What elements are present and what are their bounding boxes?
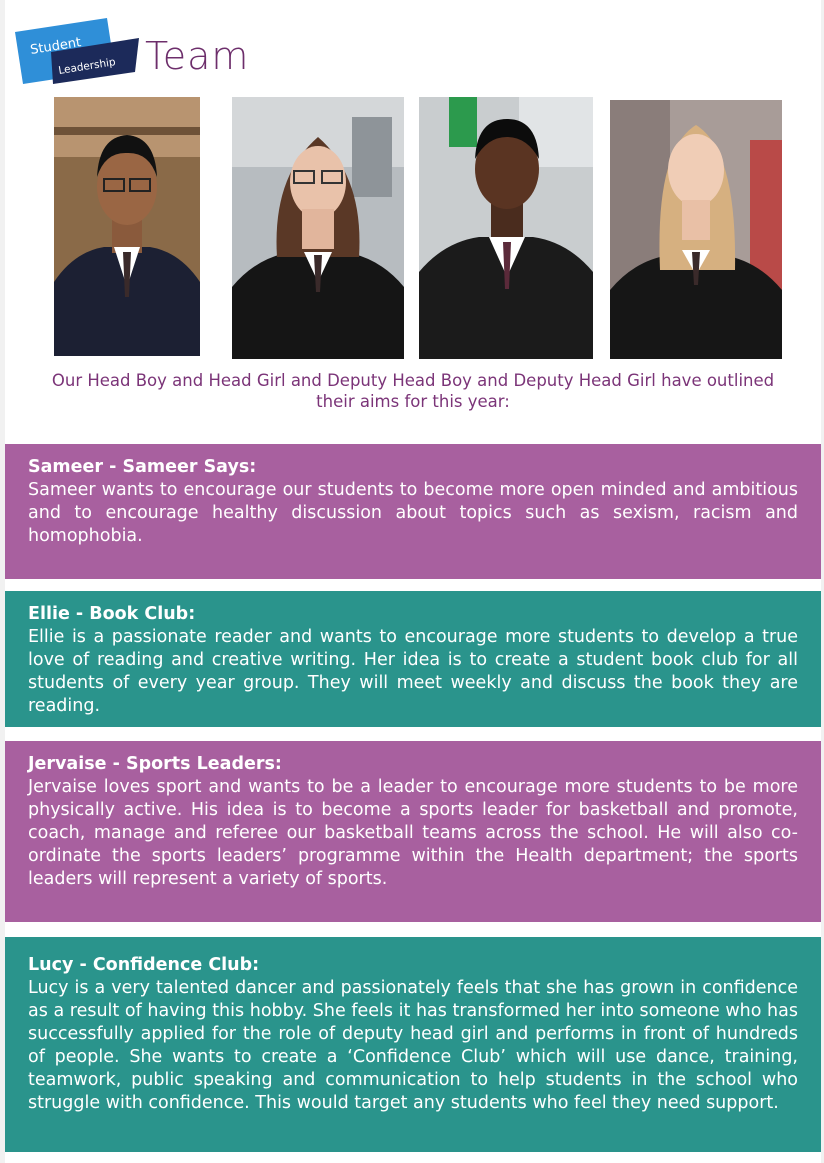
card-body: Ellie is a passionate reader and wants to encourage more students to develop a true love of reading and creative writing. Her idea is to create a student book club for all students of every year group. They will meet weekly and discuss the book they are reading. — [28, 627, 798, 716]
intro-text: Our Head Boy and Head Girl and Deputy Head Boy and Deputy Head Girl have outlined their aims for this year: — [51, 371, 775, 411]
card-heading: Jervaise - Sports Leaders: — [28, 754, 282, 774]
card-heading: Sameer - Sameer Says: — [28, 457, 257, 477]
page-title: Team — [145, 34, 250, 78]
student-photo-lucy — [610, 100, 782, 359]
logo-word-student: Student — [29, 35, 83, 58]
student-photo-ellie — [232, 97, 404, 359]
student-photo-sameer — [54, 97, 200, 356]
card-body: Jervaise loves sport and wants to be a leader to encourage more students to be more physically active. His idea is to become a sports leader for basketball and promote, coach, manage and referee our basketball teams across the school. He will also co-ordinate the sports leaders’ programme within the Health department; the sports leaders will represent a variety of sports. — [28, 777, 798, 889]
newsletter-page — [5, 0, 821, 1163]
card-heading: Ellie - Book Club: — [28, 604, 196, 624]
card-heading: Lucy - Confidence Club: — [28, 955, 260, 975]
student-leadership-logo — [15, 18, 143, 84]
card-ellie — [5, 591, 821, 727]
card-sameer — [5, 444, 821, 579]
card-jervaise — [5, 741, 821, 922]
card-lucy — [5, 937, 821, 1152]
student-photo-jervaise — [419, 97, 593, 359]
card-body: Sameer wants to encourage our students to become more open minded and ambitious and to encourage healthy discussion about topics such as sexism, racism and homophobia. — [28, 480, 798, 546]
card-body: Lucy is a very talented dancer and passionately feels that she has grown in confidence as a result of having this hobby. She feels it has transformed her into someone who has successfully applied for the role of deputy head girl and performs in front of hundreds of people. She wants to create a ‘Confidence Club’ which will use dance, training, teamwork, public speaking and communication to help students in the school who struggle with confidence. This would target any students who feel they need support. — [28, 978, 798, 1113]
logo-word-leadership: Leadership — [57, 56, 117, 77]
